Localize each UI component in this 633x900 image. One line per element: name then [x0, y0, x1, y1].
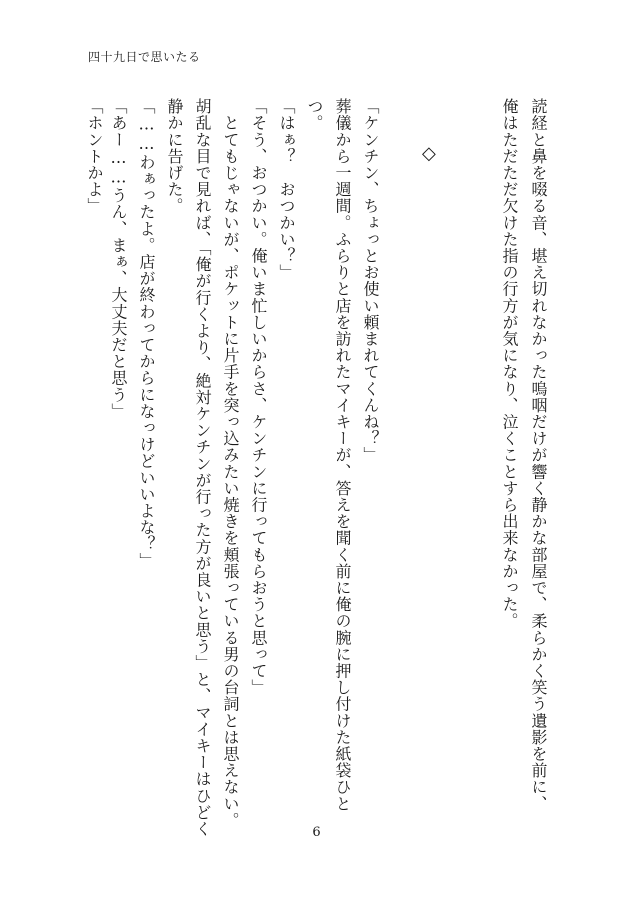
body-line-8: とてもじゃないが、ポケットに片手を突っ込みたい焼きを頬張っている男の台詞とは思えない。: [221, 98, 240, 829]
page-number: 6: [312, 825, 321, 840]
running-head: 四十九日で思いたる: [88, 50, 201, 64]
body-line-5: つ。: [305, 98, 324, 132]
body-line-4: 葬儀から一週間。ふらりと店を訪れたマイキーが、答えを聞く前に俺の腕に押し付けた紙袋ひと: [333, 98, 352, 812]
body-line-9: 胡乱な目で見れば、「俺が行くより、絶対ケンチンが行った方が良いと思う」と、マイキーはひどく: [193, 98, 212, 837]
body-line-13: 「ホントかよ」: [85, 98, 104, 215]
body-line-11: 「……わぁったよ。店が終わってからになっけどいいよな？」: [137, 98, 156, 569]
body-line-10: 静かに告げた。: [165, 98, 184, 215]
body-line-12: 「あー……うん、まぁ、大丈夫だと思う」: [109, 98, 128, 420]
body-line-6: 「はぁ？ おつかい？」: [277, 98, 296, 281]
body-line-2: 俺はただただ欠けた指の行方が気になり、泣くことすら出来なかった。: [500, 98, 519, 630]
body-line-3: 「ケンチン、ちょっとお使い頼まれてくんね？」: [361, 98, 380, 464]
body-line-7: 「そう、おつかい。俺いま忙しいからさ、ケンチンに行ってもらおうと思って」: [249, 98, 268, 696]
body-line-1: 読経と鼻を啜る音、堪え切れなかった嗚咽だけが響く静かな部屋で、柔らかく笑う遺影を前に、: [529, 98, 548, 812]
scene-separator: ◇: [422, 143, 436, 164]
